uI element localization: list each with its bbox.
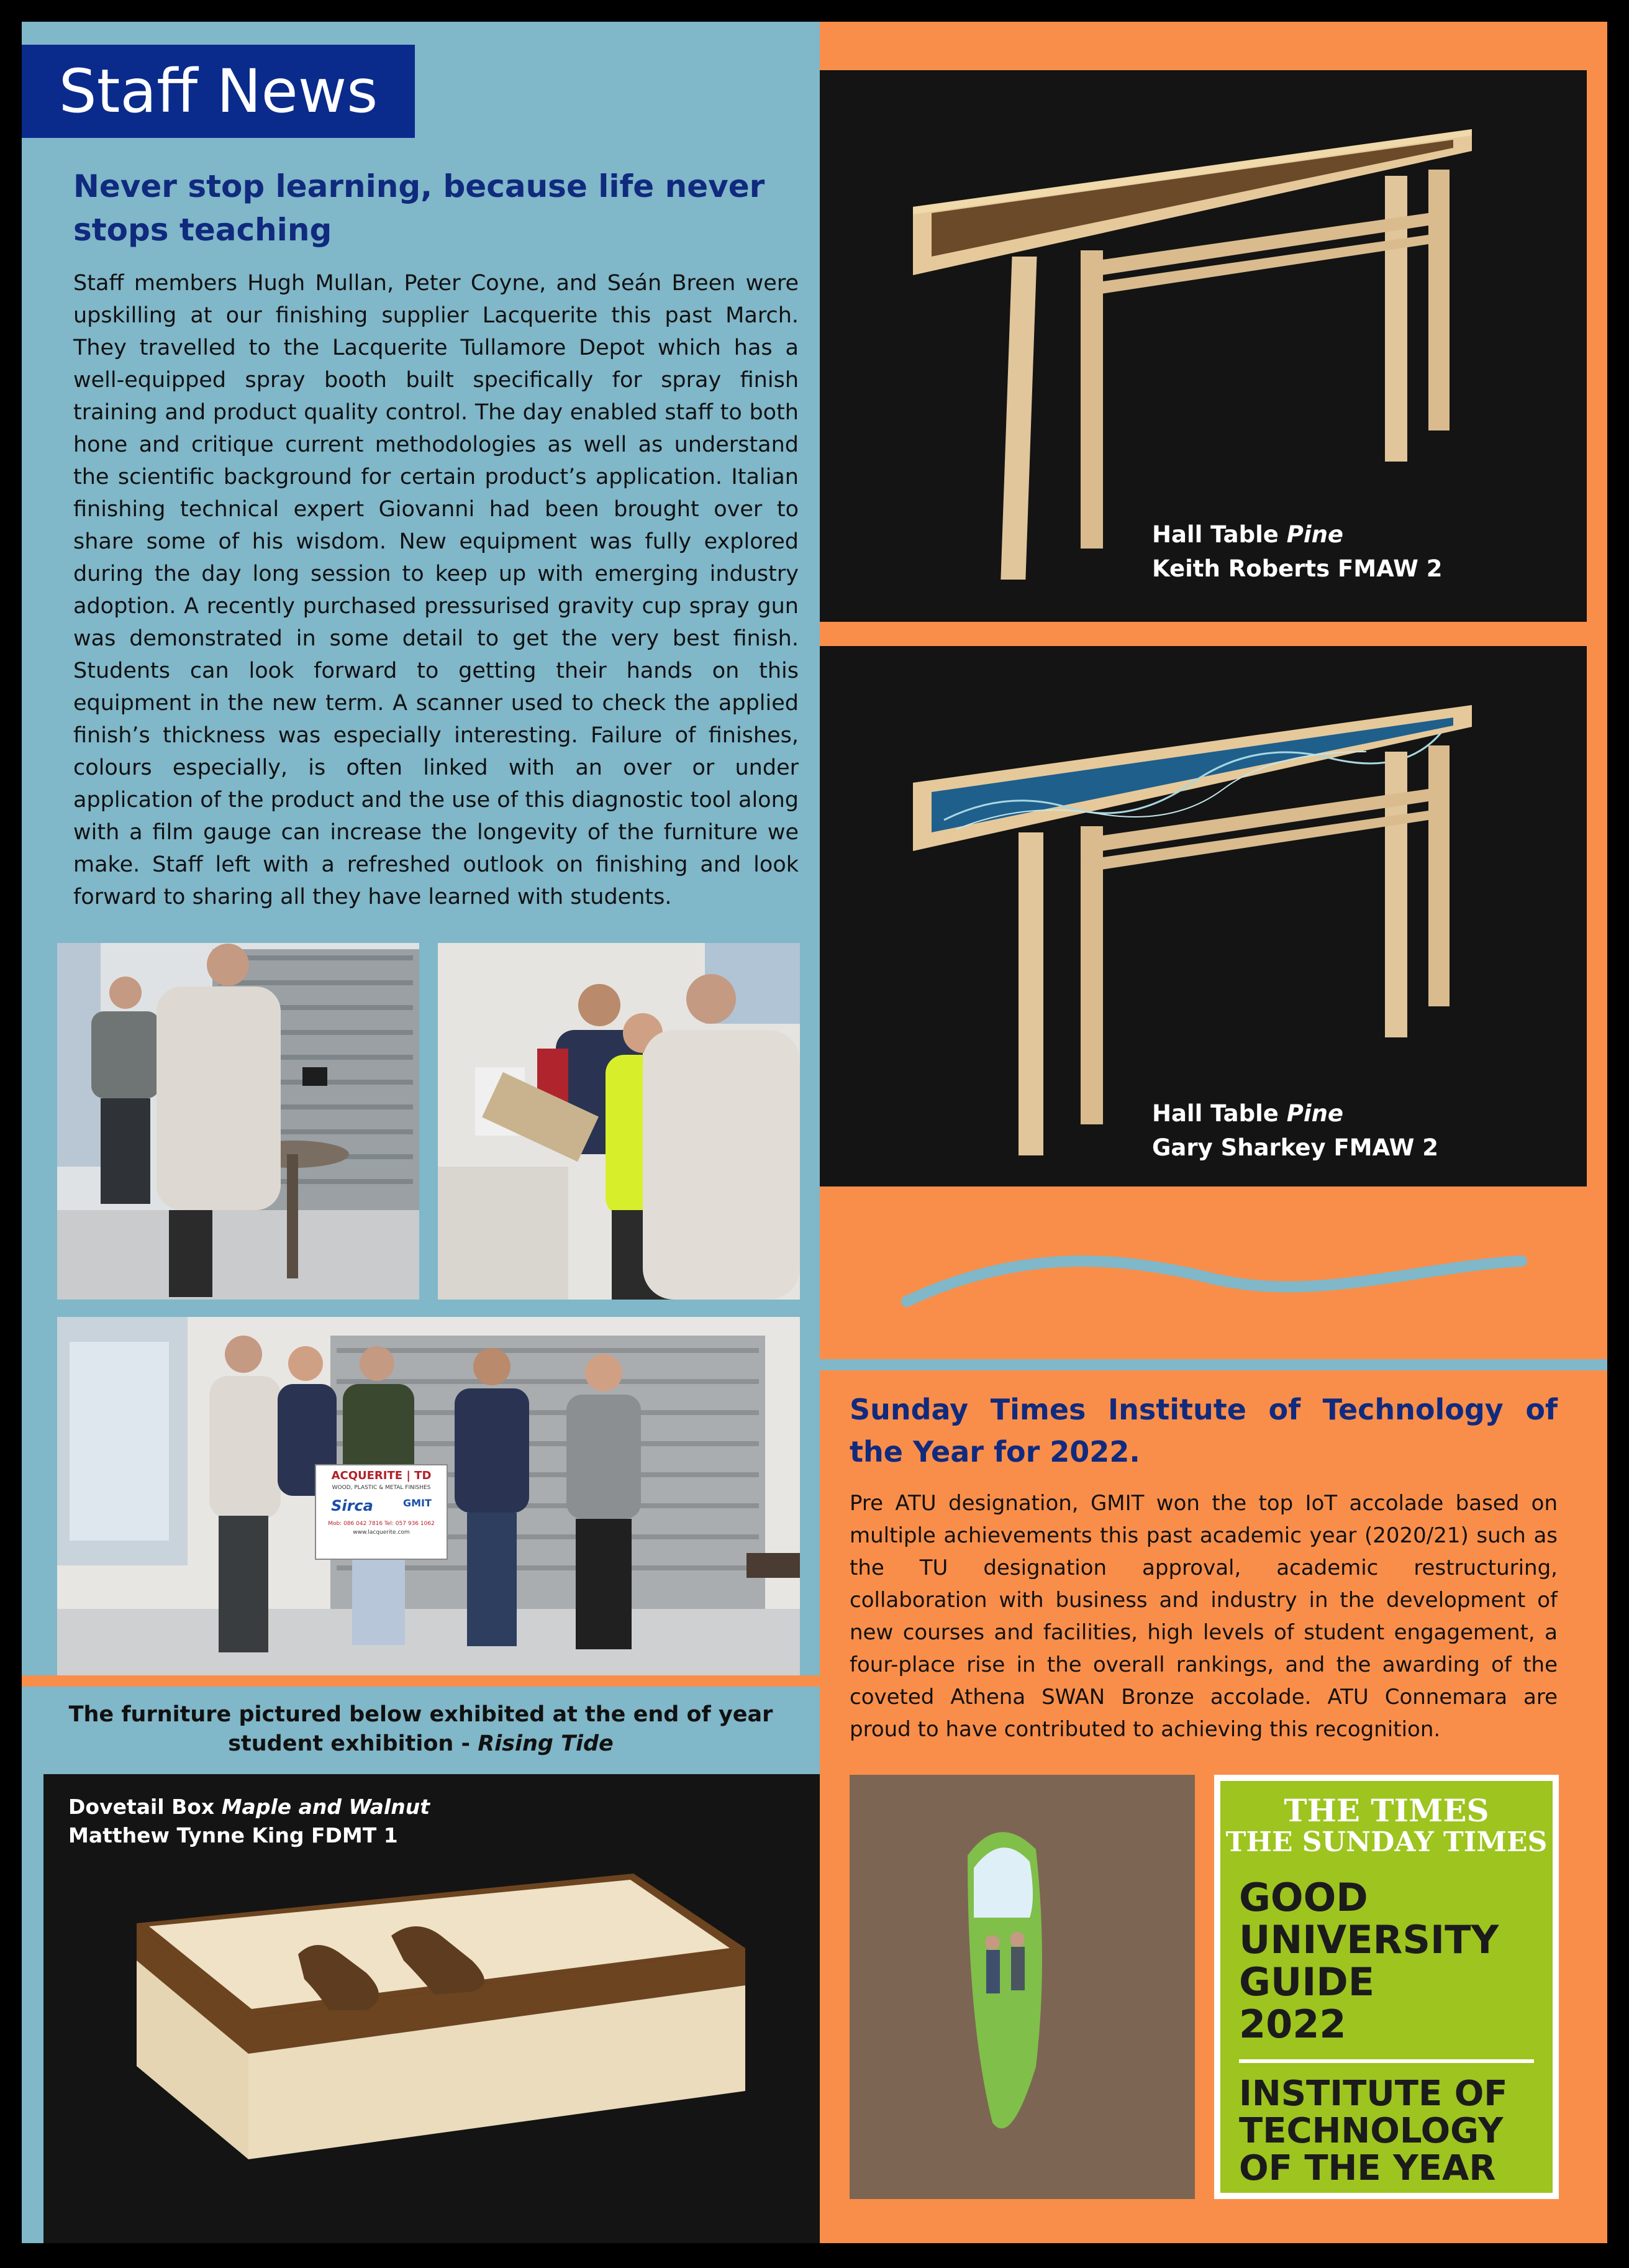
- tree-frame-photo: [850, 1775, 1195, 2199]
- wave-decoration: [894, 1242, 1528, 1317]
- dovetail-box-photo: [43, 1774, 820, 2243]
- spray-booth-photo: [57, 943, 419, 1300]
- award-line: INSTITUTE OF: [1239, 2074, 1508, 2114]
- section-title: Staff News: [22, 45, 415, 138]
- award-headline: Sunday Times Institute of Technology of the Year for 2022.: [850, 1393, 1558, 1469]
- award-line: OF THE YEAR: [1239, 2148, 1496, 2188]
- exhibition-line-1: The furniture pictured below exhibited at the end of year: [68, 1702, 773, 1727]
- sign-partner-gmit: GMIT: [402, 1497, 432, 1509]
- exhibition-line-2: [22, 1729, 820, 1759]
- article-body: Staff members Hugh Mullan, Peter Coyne, and Seán Breen were upskilling at our finishing supplier Lacquerite this past March. They travelled to the Lacquerite Tullamore Depot which has a well-equipped spray booth built specifically for spray finish training and product quality control. The day enabled staff to both hone and critique current methodologies as well as understand the scientific background for certain product’s application. Italian finishing technical expert Giovanni had been brought over to share some of his wisdom. New equipment was fully explored during the day long session to keep up with emerging industry adoption. A recently purchased pressurised gravity cup spray gun was demonstrated in some detail to get the very best finish. Students can look forward to getting their hands on this equipment in the new term. A scanner used to check the applied finish’s thickness was especially interesting. Failure of finishes, colours especially, is often linked with an over or under application of the product and the use of this diagnostic tool along with a film gauge can increase the longevity of the furniture we make. Staff left with a refreshed outlook on finishing and look forward to sharing all they have learned with students.: [73, 271, 799, 909]
- sign-partner-sirca: Sirca: [331, 1497, 373, 1514]
- award-line: TECHNOLOGY: [1239, 2111, 1504, 2151]
- dovetail-box-caption: [68, 1793, 430, 1850]
- sign-tagline: WOOD, PLASTIC & METAL FINISHES: [332, 1485, 431, 1491]
- staff-examining-photo: [438, 943, 800, 1300]
- article-headline: Never stop learning, because life never stops teaching: [73, 168, 765, 248]
- times-masthead: THE TIMES: [1284, 1792, 1489, 1829]
- sign-phone: Mob: 086 042 7816 Tel: 057 936 1062: [328, 1521, 435, 1527]
- sign-web: www.lacquerite.com: [353, 1529, 410, 1536]
- piece-material: Pine: [1286, 521, 1344, 548]
- divider-band: [22, 1675, 820, 1687]
- guide-line: GOOD: [1239, 1875, 1368, 1920]
- exhibition-name: Rising Tide: [478, 1731, 614, 1756]
- hall-table-1-caption: [1152, 517, 1443, 586]
- piece-material: Pine: [1286, 1100, 1344, 1127]
- piece-name: Dovetail Box: [68, 1795, 222, 1819]
- piece-maker: Keith Roberts FMAW 2: [1152, 555, 1443, 582]
- hall-table-2-caption: [1152, 1096, 1438, 1165]
- badge-rule: [1239, 2059, 1534, 2063]
- piece-maker: Matthew Tynne King FDMT 1: [68, 1823, 398, 1847]
- piece-name: Hall Table: [1152, 521, 1287, 548]
- guide-line: GUIDE: [1239, 1959, 1375, 2005]
- hall-table-photo-1: [820, 70, 1587, 622]
- guide-title: [1239, 1877, 1553, 2046]
- sign-brand: ACQUERITE | TD: [331, 1469, 432, 1482]
- piece-material: Maple and Walnut: [221, 1795, 430, 1819]
- group-photo: [57, 1317, 800, 1675]
- award-body: Pre ATU designation, GMIT won the top IoT accolade based on multiple achievements this past academic year (2020/21) such as the TU designation approval, academic restructuring, collaboration with business and industry in the development of new courses and facilities, high levels of student engagement, a four-place rise in the overall rankings, and the awarding of the coveted Athena SWAN Bronze accolade. ATU Connemara are proud to have contributed to achieving this recognition.: [850, 1491, 1558, 1742]
- guide-line: 2022: [1239, 2002, 1346, 2047]
- hall-table-photo-2: [820, 646, 1587, 1186]
- award-badge: [1214, 1775, 1559, 2199]
- sunday-times-masthead: THE SUNDAY TIMES: [1225, 1826, 1548, 1858]
- exhibition-caption: [22, 1687, 820, 1774]
- piece-name: Hall Table: [1152, 1100, 1287, 1127]
- piece-maker: Gary Sharkey FMAW 2: [1152, 1134, 1439, 1161]
- award-title: [1239, 2075, 1553, 2187]
- section-separator: [820, 1359, 1607, 1370]
- guide-line: UNIVERSITY: [1239, 1917, 1499, 1962]
- award-badge-panel: [1220, 1781, 1553, 2193]
- lacquerite-sign: [315, 1464, 448, 1560]
- exhibition-line-2-text: student exhibition -: [228, 1731, 478, 1756]
